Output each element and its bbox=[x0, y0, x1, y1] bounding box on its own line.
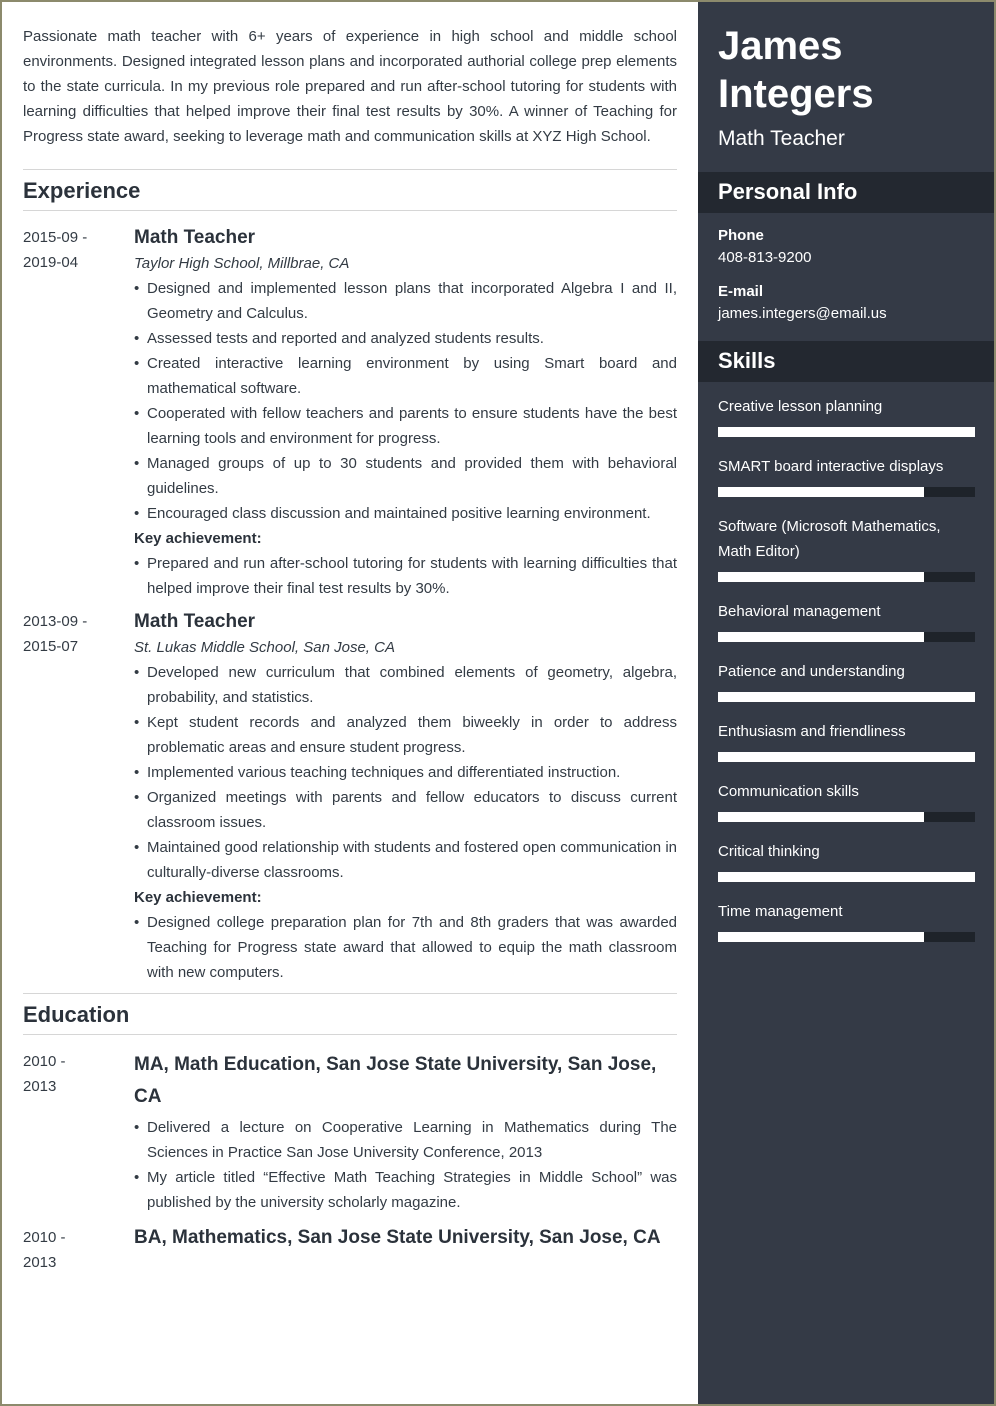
personal-info bbox=[698, 213, 996, 341]
job-title: Math Teacher bbox=[134, 227, 256, 248]
main-column bbox=[23, 24, 677, 1283]
duty-item: • Organized meetings with parents and fellow educators to discuss current classroom issues. bbox=[134, 785, 677, 835]
candidate-role: Math Teacher bbox=[718, 127, 845, 150]
job-body bbox=[134, 609, 677, 985]
skill-item bbox=[718, 719, 976, 762]
skill-name: Software (Microsoft Mathematics, Math Editor) bbox=[718, 518, 941, 560]
key-achievement-label: Key achievement: bbox=[134, 530, 262, 547]
job-body bbox=[134, 225, 677, 601]
education-date bbox=[23, 1225, 134, 1275]
duty-item: • Developed new curriculum that combined elements of geometry, algebra, probability, and statistics. bbox=[134, 660, 677, 710]
duty-item: • Created interactive learning environment by using Smart board and mathematical software. bbox=[134, 351, 677, 401]
skill-name: SMART board interactive displays bbox=[718, 458, 944, 475]
job-title: Math Teacher bbox=[134, 611, 256, 632]
experience-heading: Experience bbox=[23, 169, 677, 211]
skill-name: Time management bbox=[718, 903, 843, 920]
job-date bbox=[23, 609, 134, 985]
skill-item bbox=[718, 899, 976, 942]
skill-item bbox=[718, 659, 976, 702]
education-details bbox=[134, 1115, 677, 1215]
job-company: St. Lukas Middle School, San Jose, CA bbox=[134, 639, 395, 656]
last-name: Integers bbox=[718, 72, 874, 116]
education-entry bbox=[23, 1225, 677, 1275]
skill-item bbox=[718, 779, 976, 822]
skill-name: Patience and understanding bbox=[718, 663, 905, 680]
skill-level-fill bbox=[718, 932, 924, 942]
skill-level-bar bbox=[718, 872, 975, 882]
duty-item: • Implemented various teaching techniques and differentiated instruction. bbox=[134, 760, 677, 785]
first-name: James bbox=[718, 24, 843, 68]
skill-level-bar bbox=[718, 752, 975, 762]
education-detail-item: • My article titled “Effective Math Teaching Strategies in Middle School” was published by the university scholarly magazine. bbox=[134, 1165, 677, 1215]
phone-value: 408-813-9200 bbox=[718, 249, 812, 266]
job-date bbox=[23, 225, 134, 601]
job-entry bbox=[23, 225, 677, 601]
education-detail-item: • Delivered a lecture on Cooperative Learning in Mathematics during The Sciences in Practice San Jose University Conference, 2013 bbox=[134, 1115, 677, 1165]
education-date bbox=[23, 1049, 134, 1215]
skill-level-bar bbox=[718, 632, 975, 642]
date-end: 2013 bbox=[23, 1254, 57, 1271]
education-body bbox=[134, 1049, 677, 1215]
job-company: Taylor High School, Millbrae, CA bbox=[134, 255, 350, 272]
job-duties bbox=[134, 276, 677, 526]
skill-level-bar bbox=[718, 812, 975, 822]
skill-level-bar bbox=[718, 572, 975, 582]
skill-level-fill bbox=[718, 572, 924, 582]
skills-list bbox=[698, 382, 996, 942]
skill-name: Communication skills bbox=[718, 783, 859, 800]
date-end: 2013 bbox=[23, 1078, 57, 1095]
job-achievements bbox=[134, 910, 677, 985]
skill-item bbox=[718, 454, 976, 497]
skill-level-fill bbox=[718, 427, 975, 437]
job-duties bbox=[134, 660, 677, 885]
skill-name: Critical thinking bbox=[718, 843, 820, 860]
date-start: 2013-09 - bbox=[23, 613, 88, 630]
date-start: 2015-09 - bbox=[23, 229, 88, 246]
duty-item: • Encouraged class discussion and maintained positive learning environment. bbox=[134, 501, 677, 526]
skill-level-fill bbox=[718, 632, 924, 642]
phone-label: Phone bbox=[718, 227, 764, 244]
duty-item: • Maintained good relationship with students and fostered open communication in culturally-diverse classrooms. bbox=[134, 835, 677, 885]
email-label: E-mail bbox=[718, 283, 764, 300]
skill-level-bar bbox=[718, 932, 975, 942]
skill-name: Behavioral management bbox=[718, 603, 881, 620]
personal-info-heading: Personal Info bbox=[698, 172, 996, 213]
summary: Passionate math teacher with 6+ years of experience in high school and middle school environments. Designed integrated lesson plans and incorporated authorial college prep elements to the state curricula. In my previous role prepared and run after-school tutoring for students with learning difficulties that helped improve their final test results by 30%. A winner of Teaching for Progress state award, seeking to leverage math and communication skills at XYZ High School. bbox=[23, 28, 677, 145]
date-start: 2010 - bbox=[23, 1053, 66, 1070]
education-body bbox=[134, 1225, 677, 1275]
skill-level-fill bbox=[718, 487, 924, 497]
duty-item: • Managed groups of up to 30 students and provided them with behavioral guidelines. bbox=[134, 451, 677, 501]
job-achievements bbox=[134, 551, 677, 601]
education-heading: Education bbox=[23, 993, 677, 1035]
job-entry bbox=[23, 609, 677, 985]
duty-item: • Assessed tests and reported and analyzed students results. bbox=[134, 326, 677, 351]
duty-item: • Kept student records and analyzed them biweekly in order to address problematic areas and ensure student progress. bbox=[134, 710, 677, 760]
email-value: james.integers@email.us bbox=[718, 305, 887, 322]
skill-level-fill bbox=[718, 812, 924, 822]
degree-title: BA, Mathematics, San Jose State University, San Jose, CA bbox=[134, 1227, 661, 1248]
date-end: 2015-07 bbox=[23, 638, 79, 655]
skill-item bbox=[718, 599, 976, 642]
skill-level-fill bbox=[718, 692, 975, 702]
skill-item bbox=[718, 394, 976, 437]
skill-level-bar bbox=[718, 692, 975, 702]
skill-level-fill bbox=[718, 752, 975, 762]
achievement-item: • Designed college preparation plan for 7th and 8th graders that was awarded Teaching for Progress state award that allowed to equip the math classroom with new computers. bbox=[134, 910, 677, 985]
skill-item bbox=[718, 839, 976, 882]
education-entry bbox=[23, 1049, 677, 1215]
key-achievement-label: Key achievement: bbox=[134, 889, 262, 906]
skill-level-bar bbox=[718, 487, 975, 497]
skill-name: Creative lesson planning bbox=[718, 398, 883, 415]
duty-item: • Designed and implemented lesson plans that incorporated Algebra I and II, Geometry and Calculus. bbox=[134, 276, 677, 326]
achievement-item: • Prepared and run after-school tutoring for students with learning difficulties that helped improve their final test results by 30%. bbox=[134, 551, 677, 601]
sidebar bbox=[698, 2, 996, 1406]
duty-item: • Cooperated with fellow teachers and parents to ensure students have the best learning tools and environment for progress. bbox=[134, 401, 677, 451]
skill-level-bar bbox=[718, 427, 975, 437]
skill-item bbox=[718, 514, 976, 582]
date-end: 2019-04 bbox=[23, 254, 79, 271]
candidate-name bbox=[698, 2, 996, 118]
skill-name: Enthusiasm and friendliness bbox=[718, 723, 906, 740]
skill-level-fill bbox=[718, 872, 975, 882]
degree-title: MA, Math Education, San Jose State University, San Jose, CA bbox=[134, 1054, 657, 1107]
date-start: 2010 - bbox=[23, 1229, 66, 1246]
skills-heading: Skills bbox=[698, 341, 996, 382]
